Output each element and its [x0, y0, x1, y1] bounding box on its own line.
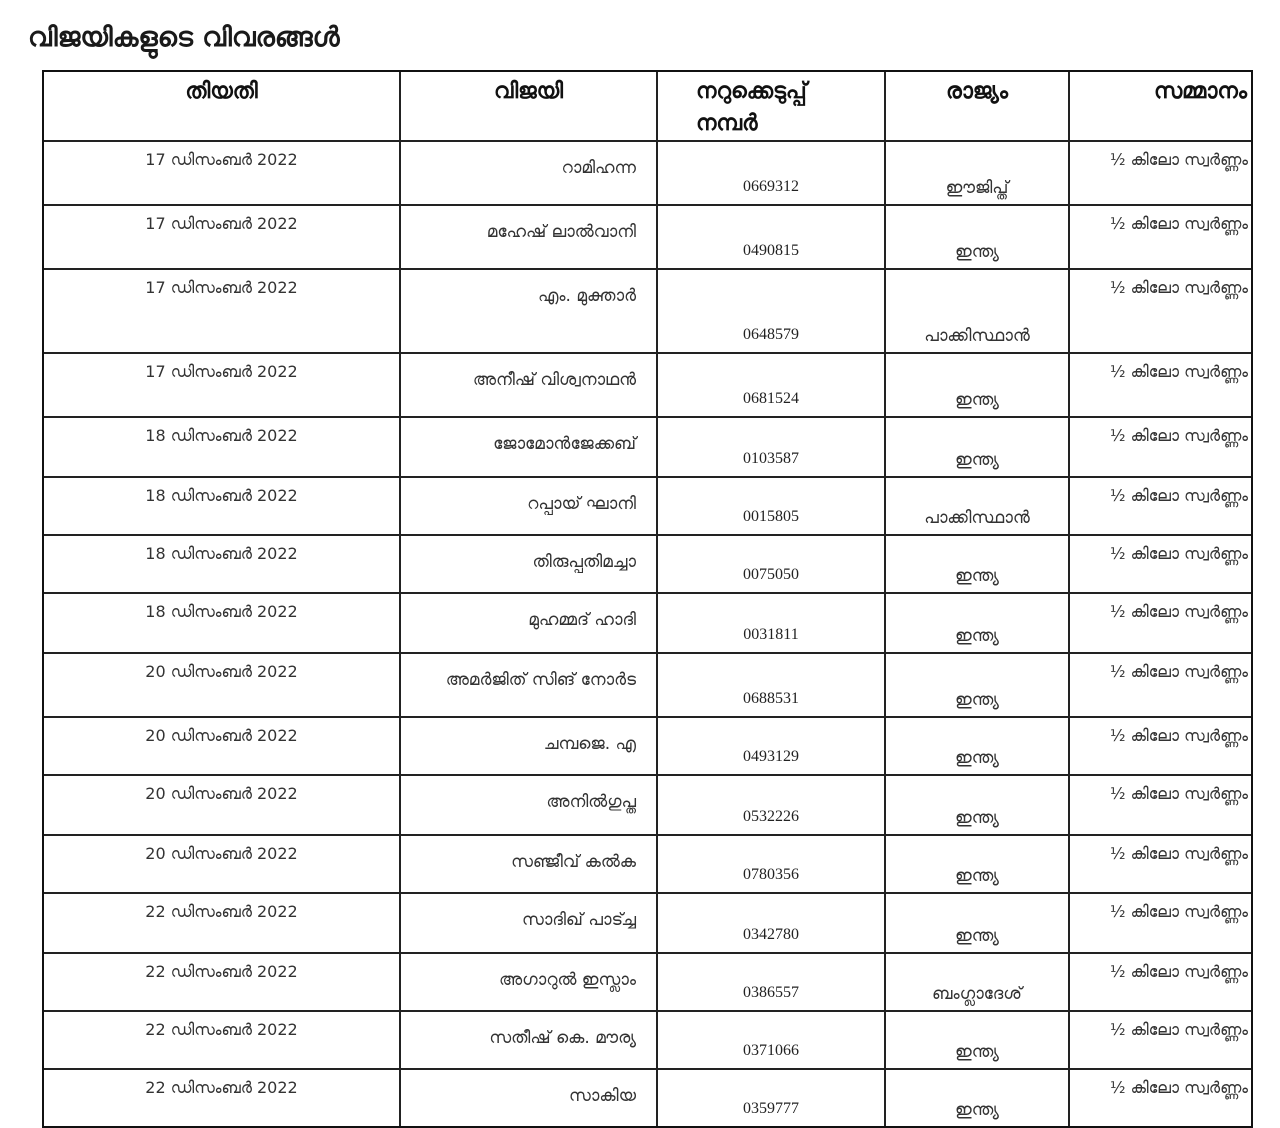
draw-number: 0648579	[743, 326, 799, 343]
date-cell	[44, 776, 401, 834]
date-cell	[44, 718, 401, 774]
prize-cell	[1070, 594, 1251, 652]
draw-number: 0371066	[743, 1042, 799, 1059]
winner-name: സതീഷ് കെ. മൗര്യ	[489, 1028, 636, 1048]
table-row	[44, 478, 1251, 536]
date-cell	[44, 418, 401, 476]
date: 20 ഡിസംബർ 2022	[145, 662, 298, 681]
header-date: തിയതി	[44, 72, 401, 140]
page-title: വിജയികളുടെ വിവരങ്ങൾ	[28, 22, 340, 53]
country: ഇന്ത്യ	[955, 626, 999, 646]
winners-table	[42, 70, 1253, 1128]
prize: ½ കിലോ സ്വർണ്ണം	[1109, 426, 1248, 445]
header-draw-number: നറുക്കെടുപ്പ് നമ്പർ	[658, 72, 886, 140]
winner-name: മുഹമ്മദ് ഹാദി	[528, 610, 636, 630]
table-row	[44, 654, 1251, 718]
country-cell	[886, 718, 1070, 774]
winner-cell	[401, 270, 658, 352]
winner-name: തിരുപ്പതിമച്ചാ	[532, 552, 636, 572]
draw-number: 0386557	[743, 984, 799, 1001]
table-row	[44, 836, 1251, 894]
country: ബംഗ്ലാദേശ്	[932, 984, 1022, 1004]
table-row	[44, 142, 1251, 206]
winner-name: സഞ്ജീവ് കൽക	[511, 852, 636, 872]
prize: ½ കിലോ സ്വർണ്ണം	[1109, 486, 1248, 505]
prize: ½ കിലോ സ്വർണ്ണം	[1109, 362, 1248, 381]
date: 17 ഡിസംബർ 2022	[145, 278, 298, 297]
prize-cell	[1070, 1070, 1251, 1126]
prize: ½ കിലോ സ്വർണ്ണം	[1109, 1078, 1248, 1097]
date: 18 ഡിസംബർ 2022	[145, 602, 298, 621]
number-cell	[658, 1070, 886, 1126]
prize-cell	[1070, 418, 1251, 476]
country: ഇന്ത്യ	[955, 690, 999, 710]
winner-cell	[401, 1012, 658, 1068]
table-row	[44, 418, 1251, 478]
winner-name: റപ്പായ് ഘാനി	[527, 494, 636, 514]
draw-number: 0031811	[743, 626, 799, 643]
country-cell	[886, 954, 1070, 1010]
winner-cell	[401, 536, 658, 592]
header-prize: സമ്മാനം	[1153, 79, 1247, 104]
country-cell	[886, 836, 1070, 892]
prize-cell	[1070, 954, 1251, 1010]
date: 17 ഡിസംബർ 2022	[145, 150, 298, 169]
date-cell	[44, 954, 401, 1010]
table-row	[44, 354, 1251, 418]
date-cell	[44, 142, 401, 204]
date: 18 ഡിസംബർ 2022	[145, 426, 298, 445]
prize-cell	[1070, 654, 1251, 716]
date-cell	[44, 1070, 401, 1126]
date-cell	[44, 836, 401, 892]
prize-cell	[1070, 270, 1251, 352]
country: ഇന്ത്യ	[955, 748, 999, 768]
table-row	[44, 536, 1251, 594]
prize: ½ കിലോ സ്വർണ്ണം	[1109, 962, 1248, 981]
country: ഇന്ത്യ	[955, 808, 999, 828]
country: ഇന്ത്യ	[955, 450, 999, 470]
table-row	[44, 1012, 1251, 1070]
winner-cell	[401, 354, 658, 416]
country: ഈജിപ്ത്	[945, 178, 1009, 198]
draw-number: 0780356	[743, 866, 799, 883]
winner-name: എം. മുക്താർ	[537, 286, 636, 306]
table-header-row	[44, 72, 1251, 142]
winner-cell	[401, 594, 658, 652]
country-cell	[886, 776, 1070, 834]
winner-cell	[401, 206, 658, 268]
country: പാക്കിസ്ഥാൻ	[924, 326, 1030, 346]
country-cell	[886, 478, 1070, 534]
country: ഇന്ത്യ	[955, 242, 999, 262]
date-cell	[44, 206, 401, 268]
date: 22 ഡിസംബർ 2022	[145, 1078, 298, 1097]
prize-cell	[1070, 776, 1251, 834]
date-cell	[44, 478, 401, 534]
prize: ½ കിലോ സ്വർണ്ണം	[1109, 662, 1248, 681]
country-cell	[886, 1070, 1070, 1126]
date: 17 ഡിസംബർ 2022	[145, 362, 298, 381]
number-cell	[658, 536, 886, 592]
date: 22 ഡിസംബർ 2022	[145, 962, 298, 981]
draw-number: 0075050	[743, 566, 799, 583]
number-cell	[658, 594, 886, 652]
prize-cell	[1070, 836, 1251, 892]
prize-cell	[1070, 1012, 1251, 1068]
number-cell	[658, 418, 886, 476]
number-cell	[658, 718, 886, 774]
prize-cell	[1070, 142, 1251, 204]
winner-name: സാകിയ	[569, 1086, 636, 1106]
country: ഇന്ത്യ	[955, 1100, 999, 1120]
number-cell	[658, 776, 886, 834]
draw-number: 0669312	[743, 178, 799, 195]
number-cell	[658, 270, 886, 352]
date-cell	[44, 1012, 401, 1068]
number-cell	[658, 1012, 886, 1068]
winner-name: റാമിഹന്ന	[561, 158, 636, 178]
country-cell	[886, 142, 1070, 204]
draw-number: 0493129	[743, 748, 799, 765]
date-cell	[44, 594, 401, 652]
draw-number: 0359777	[743, 1100, 799, 1117]
country: ഇന്ത്യ	[955, 926, 999, 946]
winner-cell	[401, 718, 658, 774]
prize: ½ കിലോ സ്വർണ്ണം	[1109, 150, 1248, 169]
prize: ½ കിലോ സ്വർണ്ണം	[1109, 544, 1248, 563]
draw-number: 0681524	[743, 390, 799, 407]
date-cell	[44, 894, 401, 952]
number-cell	[658, 954, 886, 1010]
winner-cell	[401, 1070, 658, 1126]
prize: ½ കിലോ സ്വർണ്ണം	[1109, 902, 1248, 921]
table-row	[44, 776, 1251, 836]
date: 18 ഡിസംബർ 2022	[145, 486, 298, 505]
number-cell	[658, 894, 886, 952]
winner-name: മഹേഷ് ലാൽവാനി	[486, 222, 636, 242]
number-cell	[658, 142, 886, 204]
prize: ½ കിലോ സ്വർണ്ണം	[1109, 602, 1248, 621]
winner-name: സാദിഖ് പാട്ച്ച	[522, 910, 636, 930]
country: ഇന്ത്യ	[955, 866, 999, 886]
prize-cell	[1070, 206, 1251, 268]
table-row	[44, 718, 1251, 776]
country: ഇന്ത്യ	[955, 1042, 999, 1062]
country-cell	[886, 418, 1070, 476]
winner-name: അനിൽഗുപ്ത	[546, 792, 636, 812]
prize-cell	[1070, 478, 1251, 534]
country-cell	[886, 654, 1070, 716]
number-cell	[658, 836, 886, 892]
winner-name: അഗാറുൽ ഇസ്ലാം	[499, 970, 636, 990]
winner-cell	[401, 776, 658, 834]
prize: ½ കിലോ സ്വർണ്ണം	[1109, 726, 1248, 745]
draw-number: 0532226	[743, 808, 799, 825]
winner-cell	[401, 654, 658, 716]
prize-cell	[1070, 536, 1251, 592]
prize-cell	[1070, 354, 1251, 416]
number-cell	[658, 478, 886, 534]
prize: ½ കിലോ സ്വർണ്ണം	[1109, 844, 1248, 863]
winner-cell	[401, 954, 658, 1010]
winner-cell	[401, 894, 658, 952]
date: 20 ഡിസംബർ 2022	[145, 726, 298, 745]
prize: ½ കിലോ സ്വർണ്ണം	[1109, 278, 1248, 297]
date: 22 ഡിസംബർ 2022	[145, 1020, 298, 1039]
date: 20 ഡിസംബർ 2022	[145, 784, 298, 803]
number-cell	[658, 354, 886, 416]
winner-name: അനീഷ് വിശ്വനാഥൻ	[472, 370, 636, 390]
table-row	[44, 894, 1251, 954]
table-row	[44, 1070, 1251, 1126]
table-row	[44, 206, 1251, 270]
draw-number: 0688531	[743, 690, 799, 707]
country: ഇന്ത്യ	[955, 390, 999, 410]
country-cell	[886, 206, 1070, 268]
winner-name: ചമ്പജെ. എ	[543, 734, 636, 754]
prize-cell	[1070, 894, 1251, 952]
country-cell	[886, 594, 1070, 652]
date-cell	[44, 536, 401, 592]
date: 22 ഡിസംബർ 2022	[145, 902, 298, 921]
winner-cell	[401, 418, 658, 476]
country-cell	[886, 894, 1070, 952]
country-cell	[886, 536, 1070, 592]
prize: ½ കിലോ സ്വർണ്ണം	[1109, 214, 1248, 233]
winner-cell	[401, 142, 658, 204]
prize-cell	[1070, 718, 1251, 774]
date: 20 ഡിസംബർ 2022	[145, 844, 298, 863]
header-country: രാജ്യം	[886, 72, 1070, 140]
country-cell	[886, 1012, 1070, 1068]
winner-cell	[401, 836, 658, 892]
number-cell	[658, 206, 886, 268]
date-cell	[44, 270, 401, 352]
date-cell	[44, 354, 401, 416]
draw-number: 0103587	[743, 450, 799, 467]
prize: ½ കിലോ സ്വർണ്ണം	[1109, 784, 1248, 803]
country: ഇന്ത്യ	[955, 566, 999, 586]
header-winner: വിജയി	[401, 72, 658, 140]
country-cell	[886, 270, 1070, 352]
country: പാക്കിസ്ഥാൻ	[924, 508, 1030, 528]
winner-name: ജോമോൻജേക്കബ്	[493, 434, 636, 454]
draw-number: 0342780	[743, 926, 799, 943]
date-cell	[44, 654, 401, 716]
table-row	[44, 594, 1251, 654]
table-row	[44, 954, 1251, 1012]
number-cell	[658, 654, 886, 716]
draw-number: 0015805	[743, 508, 799, 525]
table-row	[44, 270, 1251, 354]
winner-cell	[401, 478, 658, 534]
prize: ½ കിലോ സ്വർണ്ണം	[1109, 1020, 1248, 1039]
country-cell	[886, 354, 1070, 416]
date: 18 ഡിസംബർ 2022	[145, 544, 298, 563]
winner-name: അമർജിത് സിങ് നോർട	[445, 670, 636, 690]
draw-number: 0490815	[743, 242, 799, 259]
date: 17 ഡിസംബർ 2022	[145, 214, 298, 233]
